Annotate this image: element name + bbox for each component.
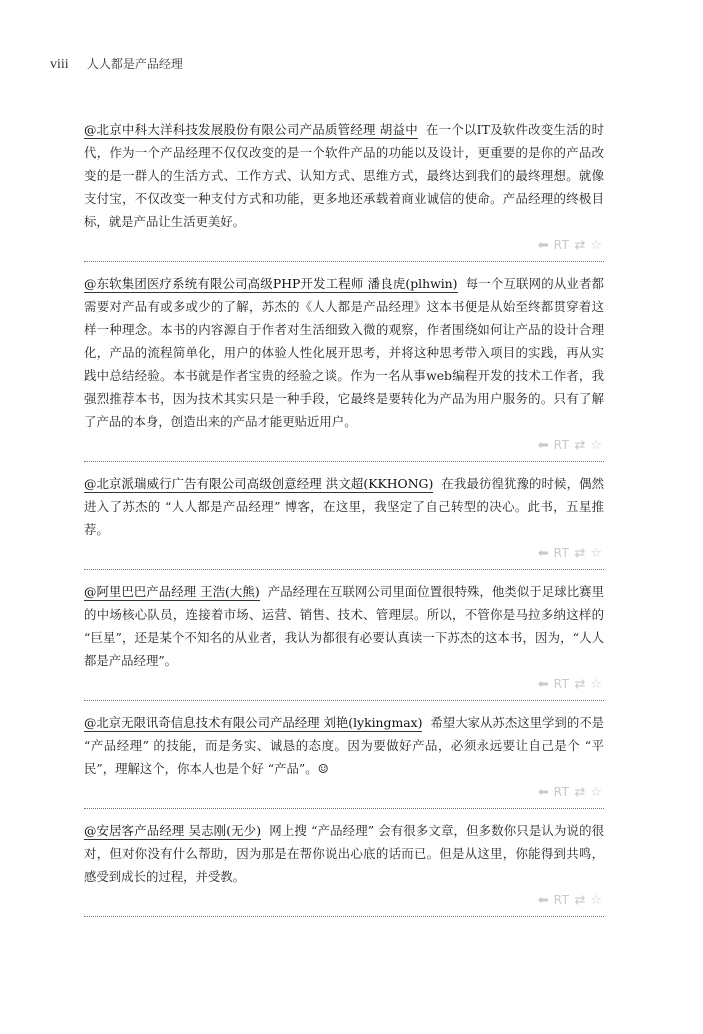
post-body xyxy=(84,272,604,433)
post-1 xyxy=(84,118,604,262)
page-number: viii xyxy=(50,57,69,72)
star-icon[interactable]: ☆ xyxy=(590,545,602,561)
rt-button[interactable]: RT xyxy=(553,677,570,691)
book-title: 人人都是产品经理 xyxy=(86,57,183,71)
post-body xyxy=(84,118,604,233)
reply-icon[interactable]: ⬅︎ xyxy=(537,545,549,561)
post-4 xyxy=(84,580,604,701)
post-author[interactable]: @北京无限讯奇信息技术有限公司产品经理 刘艳(lykingmax) xyxy=(84,715,423,730)
rt-button[interactable]: RT xyxy=(553,785,570,799)
rt-button[interactable]: RT xyxy=(553,546,570,560)
retweet-icon[interactable]: ⇄ xyxy=(574,892,586,908)
star-icon[interactable]: ☆ xyxy=(590,676,602,692)
post-text: 网上搜 “产品经理” 会有很多文章，但多数你只是认为说的很对，但对你没有什么帮助，因为那是在帮你说出心底的话而已。但是从这里，你能得到共鸣，感受到成长的过程，并受教。 xyxy=(84,823,605,884)
star-icon[interactable]: ☆ xyxy=(590,784,602,800)
divider xyxy=(84,700,604,701)
star-icon[interactable]: ☆ xyxy=(590,437,602,453)
retweet-icon[interactable]: ⇄ xyxy=(574,545,586,561)
retweet-icon[interactable]: ⇄ xyxy=(574,784,586,800)
post-text: 在我最彷徨犹豫的时候，偶然进入了苏杰的 “人人都是产品经理” 博客，在这里，我坚定了自己转型的决心。此书，五星推荐。 xyxy=(84,476,604,537)
rt-button[interactable]: RT xyxy=(553,238,570,252)
rt-button[interactable]: RT xyxy=(553,893,570,907)
post-text: 希望大家从苏杰这里学到的不是 “产品经理” 的技能，而是务实、诚恳的态度。因为要做好产品，必须永远要让自己是个 “平民”，理解这个，你本人也是个好 “产品”。☺ xyxy=(84,715,605,776)
post-body xyxy=(84,711,604,780)
reply-icon[interactable]: ⬅︎ xyxy=(537,237,549,253)
post-author[interactable]: @安居客产品经理 吴志刚(无少) xyxy=(84,823,262,838)
divider xyxy=(84,261,604,262)
post-author[interactable]: @东软集团医疗系统有限公司高级PHP开发工程师 潘良虎(plhwin) xyxy=(84,276,458,291)
divider xyxy=(84,461,604,462)
post-author[interactable]: @北京中科大洋科技发展股份有限公司产品质管经理 胡益中 xyxy=(84,122,418,137)
post-author[interactable]: @阿里巴巴产品经理 王浩(大熊) xyxy=(84,584,260,599)
reply-icon[interactable]: ⬅︎ xyxy=(537,437,549,453)
retweet-icon[interactable]: ⇄ xyxy=(574,237,586,253)
post-3 xyxy=(84,472,604,570)
reply-icon[interactable]: ⬅︎ xyxy=(537,784,549,800)
rt-button[interactable]: RT xyxy=(553,438,570,452)
post-list xyxy=(84,118,604,927)
post-5 xyxy=(84,711,604,809)
post-actions xyxy=(84,541,604,565)
reply-icon[interactable]: ⬅︎ xyxy=(537,676,549,692)
post-body xyxy=(84,472,604,541)
post-text: 在一个以IT及软件改变生活的时代，作为一个产品经理不仅仅改变的是一个软件产品的功能以及设计，更重要的是你的产品改变的是一群人的生活方式、工作方式、认知方式、思维方式，最终达到我们的最终理想。就像支付宝，不仅改变一种支付方式和功能，更多地还承载着商业诚信的使命。产品经理的终极目标，就是产品让生活更美好。 xyxy=(84,122,604,229)
post-2 xyxy=(84,272,604,462)
divider xyxy=(84,569,604,570)
post-text: 产品经理在互联网公司里面位置很特殊，他类似于足球比赛里的中场核心队员，连接着市场、运营、销售、技术、管理层。所以，不管你是马拉多纳这样的 “巨星”，还是某个不知名的从业者，我认为都很有必要认真读一下苏杰的这本书，因为，“人人都是产品经理”。 xyxy=(84,584,605,668)
divider xyxy=(84,808,604,809)
reply-icon[interactable]: ⬅︎ xyxy=(537,892,549,908)
post-body xyxy=(84,580,604,672)
post-author[interactable]: @北京派瑞威行广告有限公司高级创意经理 洪文超(KKHONG) xyxy=(84,476,434,491)
star-icon[interactable]: ☆ xyxy=(590,892,602,908)
post-6 xyxy=(84,819,604,917)
post-text: 每一个互联网的从业者都需要对产品有或多或少的了解，苏杰的《人人都是产品经理》这本书便是从始至终都贯穿着这样一种理念。本书的内容源自于作者对生活细致入微的观察，作者围绕如何让产品的设计合理化，产品的流程简单化，用户的体验人性化展开思考，并将这种思考带入项目的实践，再从实践中总结经验。本书就是作者宝贵的经验之谈。作为一名从事web编程开发的技术工作者，我强烈推荐本书，因为技术其实只是一种手段，它最终是要转化为产品为用户服务的。只有了解了产品的本身，创造出来的产品才能更贴近用户。 xyxy=(84,276,604,429)
divider xyxy=(84,916,604,917)
retweet-icon[interactable]: ⇄ xyxy=(574,437,586,453)
page-header xyxy=(50,55,183,73)
post-body xyxy=(84,819,604,888)
post-actions xyxy=(84,780,604,804)
star-icon[interactable]: ☆ xyxy=(590,237,602,253)
retweet-icon[interactable]: ⇄ xyxy=(574,676,586,692)
post-actions xyxy=(84,233,604,257)
post-actions xyxy=(84,888,604,912)
post-actions xyxy=(84,672,604,696)
post-actions xyxy=(84,433,604,457)
